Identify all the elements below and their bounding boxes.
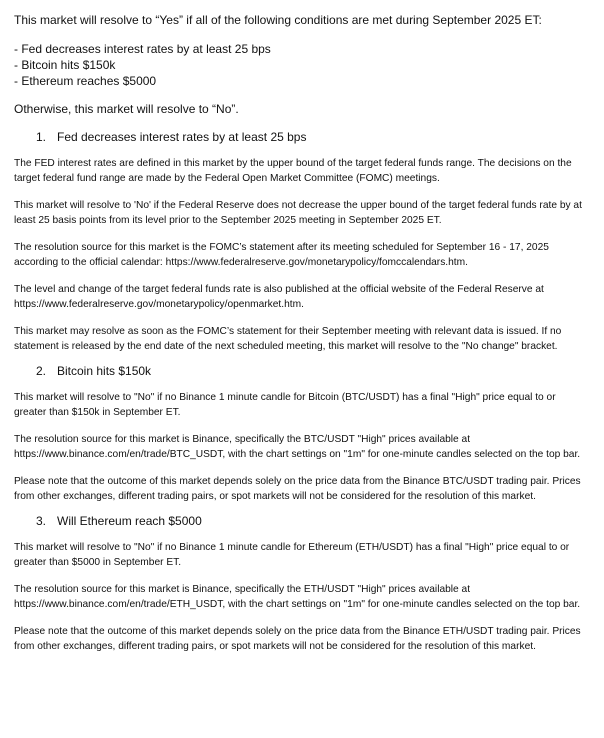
intro-text: This market will resolve to “Yes” if all of the following conditions are met during September 2025 ET: — [14, 13, 542, 27]
section-number: 2. — [36, 364, 47, 378]
paragraph: The resolution source for this market is Binance, specifically the BTC/USDT "High" prices available at https://www.binance.com/en/trade/BTC_USDT, with the chart settings on "1m" for one-minute candles selected on the top bar. — [14, 434, 581, 460]
paragraph: The resolution source for this market is the FOMC’s statement after its meeting scheduled for September 16 - 17, 2025 according to the official calendar: https://www.federalreserve.gov/monetarypolicy/fomccalendars.htm. — [14, 242, 549, 268]
paragraph: This market will resolve to "No" if no Binance 1 minute candle for Ethereum (ETH/USDT) has a final "High" price equal to or greater than $5000 in September ET. — [14, 542, 570, 568]
paragraph: This market may resolve as soon as the FOMC’s statement for their September meeting with relevant data is issued. If no statement is released by the end date of the next scheduled meeting, this market will resolve to the "No change" bracket. — [14, 326, 562, 352]
paragraph: Please note that the outcome of this market depends solely on the price data from the Binance BTC/USDT trading pair. Prices from other exchanges, different trading pairs, or spot markets will not be considered for the resolution of this market. — [14, 476, 581, 502]
section-heading-bitcoin — [14, 363, 590, 379]
paragraph: Please note that the outcome of this market depends solely on the price data from the Binance ETH/USDT trading pair. Prices from other exchanges, different trading pairs, or spot markets will not be considered for the resolution of this market. — [14, 626, 581, 652]
paragraph: The FED interest rates are defined in this market by the upper bound of the target federal funds range. The decisions on the target federal fund range are made by the Federal Open Market Committee (FOMC) meetings. — [14, 158, 572, 184]
condition-item: - Fed decreases interest rates by at least 25 bps — [14, 42, 271, 56]
paragraph: This market will resolve to "No" if no Binance 1 minute candle for Bitcoin (BTC/USDT) has a final "High" price equal to or greater than $150k in September ET. — [14, 392, 556, 418]
section-number: 1. — [36, 130, 47, 144]
paragraph: The level and change of the target federal funds rate is also published at the official website of the Federal Reserve at https://www.federalreserve.gov/monetarypolicy/openmarket.htm. — [14, 284, 544, 310]
conditions-list — [14, 41, 590, 89]
section-title: Will Ethereum reach $5000 — [57, 514, 202, 528]
section-number: 3. — [36, 514, 47, 528]
condition-item: - Bitcoin hits $150k — [14, 58, 116, 72]
paragraph: The resolution source for this market is Binance, specifically the ETH/USDT "High" prices available at https://www.binance.com/en/trade/ETH_USDT, with the chart settings on "1m" for one-minute candles selected on the top bar. — [14, 584, 581, 610]
paragraph: This market will resolve to 'No' if the Federal Reserve does not decrease the upper bound of the target federal funds rate by at least 25 basis points from its level prior to the September 2025 meeting in September 2025 ET. — [14, 200, 582, 226]
otherwise-text: Otherwise, this market will resolve to “No”. — [14, 102, 239, 116]
section-heading-fed — [14, 129, 590, 145]
section-title: Bitcoin hits $150k — [57, 364, 152, 378]
section-title: Fed decreases interest rates by at least 25 bps — [57, 130, 307, 144]
section-heading-ethereum — [14, 513, 590, 529]
condition-item: - Ethereum reaches $5000 — [14, 74, 157, 88]
